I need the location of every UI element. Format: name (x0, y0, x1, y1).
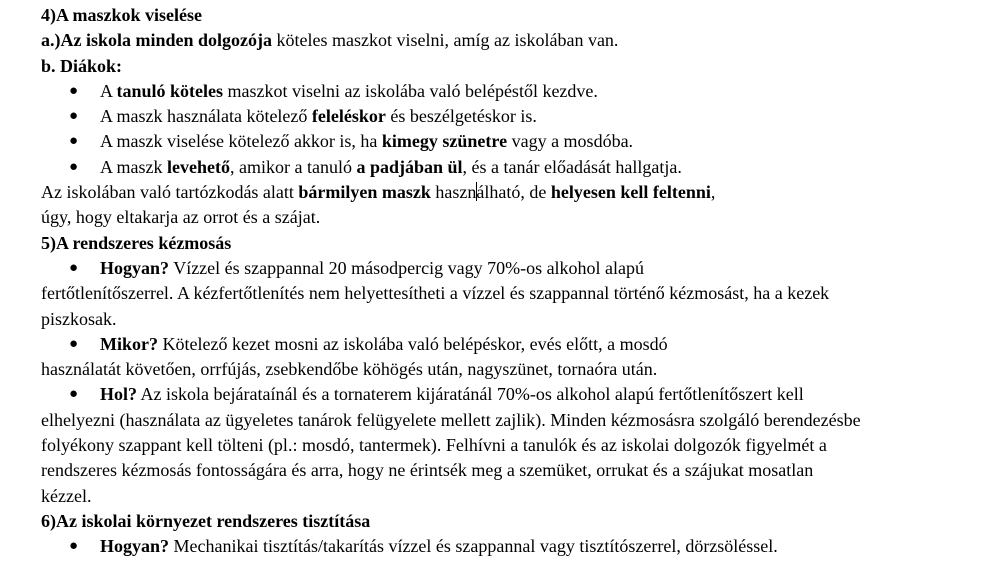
text-run: maszkot viselni az iskolába való belépéstől kezdve. (223, 80, 598, 101)
bullet-icon: ● (69, 82, 79, 99)
text-run: kézzel. (41, 485, 92, 506)
section-heading (41, 509, 976, 534)
bold-text: feleléskor (311, 106, 386, 127)
paragraph-line (41, 307, 976, 332)
paragraph-line (41, 281, 976, 306)
paragraph-line (41, 408, 976, 433)
bullet-item (41, 256, 976, 281)
bold-text: 4)A maszkok viselése (41, 5, 202, 25)
bullet-icon: ● (69, 259, 79, 276)
document-body (41, 3, 976, 560)
bullet-item (41, 332, 976, 357)
bullet-item (41, 534, 976, 559)
text-run: Kötelező kezet mosni az iskolába való belépéskor, evés előtt, a mosdó (158, 333, 668, 354)
bullet-icon: ● (69, 158, 79, 175)
bold-text: b. Diákok: (41, 55, 123, 76)
bold-text: tanuló köteles (116, 80, 224, 101)
bold-text: levehető (167, 156, 230, 177)
text-run: álható, de (476, 182, 551, 203)
text-run: használatát követően, orrfújás, zsebkendőbe köhögés után, nagyszünet, tornaóra után. (41, 359, 658, 380)
text-run: Az iskolában való tartózkodás alatt (41, 182, 299, 203)
bold-text: Hogyan? (100, 257, 170, 278)
text-run: A (100, 80, 117, 101)
bullet-item (41, 79, 976, 104)
paragraph-line (41, 54, 976, 79)
text-run: , és a tanár előadását hallgatja. (462, 156, 682, 177)
paragraph-line (41, 180, 976, 205)
bold-text: Hogyan? (100, 536, 170, 557)
bold-text: bármilyen maszk (298, 182, 431, 203)
bullet-icon: ● (69, 133, 79, 150)
text-run: haszn (430, 182, 477, 203)
bullet-item (41, 382, 976, 407)
text-run: fertőtlenítőszerrel. A kézfertőtlenítés nem helyettesítheti a vízzel és szappannal történő kézmosást, ha a kezek (41, 283, 830, 304)
paragraph-line (41, 28, 976, 53)
text-run: piszkosak. (41, 308, 117, 329)
text-run: Mechanikai tisztítás/takarítás vízzel és szappannal vagy tisztítószerrel, dörzsöléssel. (169, 536, 778, 557)
text-run: A maszk viselése kötelező akkor is, ha (100, 131, 382, 152)
text-run: vagy a mosdóba. (507, 131, 634, 152)
bold-text: a.)Az iskola minden dolgozója (41, 30, 273, 51)
bold-text: kimegy szünetre (381, 131, 508, 152)
bullet-icon: ● (69, 335, 79, 352)
bullet-item (41, 129, 976, 154)
paragraph-line (41, 433, 976, 458)
text-run: A maszk (100, 156, 167, 177)
text-run: úgy, hogy eltakarja az orrot és a szájat. (41, 207, 321, 228)
bold-text: Mikor? (100, 333, 158, 354)
paragraph-line (41, 484, 976, 509)
bullet-icon: ● (69, 108, 79, 125)
text-run: rendszeres kézmosás fontosságára és arra, hogy ne érintsék meg a szemüket, orrukat és a szájukat mosatlan (41, 460, 814, 481)
text-run: , amikor a tanuló (229, 156, 357, 177)
bold-text: a padjában ül (356, 156, 463, 177)
bold-text: 6)Az iskolai környezet rendszeres tisztítása (41, 510, 371, 531)
section-heading (41, 3, 976, 28)
bold-text: helyesen kell feltenni (550, 182, 711, 203)
bullet-icon: ● (69, 386, 79, 403)
bullet-item (41, 155, 976, 180)
bold-text: 5)A rendszeres kézmosás (41, 232, 232, 253)
text-run: folyékony szappant kell tölteni (pl.: mosdó, tantermek). Felhívni a tanulók és az iskolai dolgozók figyelmét a (41, 435, 827, 456)
paragraph-line (41, 357, 976, 382)
text-run: , (710, 182, 716, 203)
text-run: és beszélgetéskor is. (385, 106, 537, 127)
text-run: elhelyezni (használata az ügyeletes tanárok felügyelete mellett zajlik). Minden kézmosásra szolgáló berendezésbe (41, 409, 861, 430)
text-run: köteles maszkot viselni, amíg az iskolában van. (272, 30, 619, 51)
text-run: A maszk használata kötelező (100, 106, 312, 127)
paragraph-line (41, 205, 976, 230)
paragraph-line (41, 458, 976, 483)
bold-text: Hol? (100, 384, 138, 405)
text-run: Az iskola bejárataínál és a tornaterem kijáratánál 70%-os alkohol alapú fertőtlenítőszert kell (137, 384, 804, 405)
bullet-icon: ● (69, 538, 79, 555)
section-heading (41, 231, 976, 256)
text-run: Vízzel és szappannal 20 másodpercig vagy 70%-os alkohol alapú (169, 257, 645, 278)
bullet-item (41, 104, 976, 129)
